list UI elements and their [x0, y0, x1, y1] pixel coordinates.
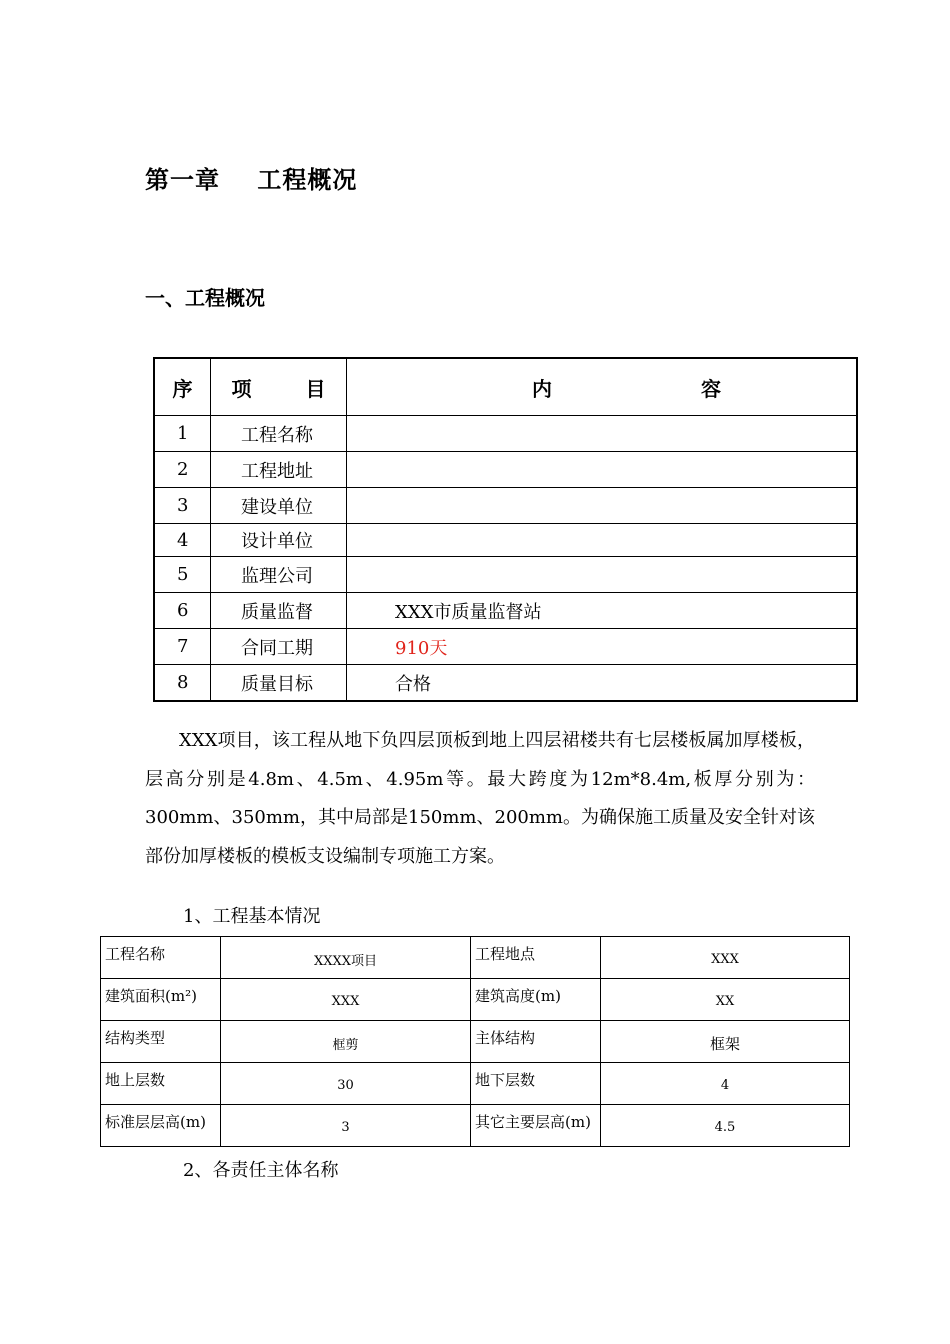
cell-value: XXX	[221, 979, 471, 1021]
cell-value: 4.5	[601, 1105, 850, 1147]
cell-label: 建筑面积(m²)	[101, 979, 221, 1021]
cell-label: 结构类型	[101, 1021, 221, 1063]
header-item-char-1: 项	[231, 376, 252, 401]
project-overview-table	[153, 357, 858, 702]
cell-label: 主体结构	[471, 1021, 601, 1063]
chapter-title: 第一章 工程概况	[145, 166, 358, 194]
basic-info-table	[100, 936, 850, 1147]
table-row	[101, 1063, 850, 1105]
cell-value: XXXX项目	[221, 937, 471, 979]
header-content-char-1: 内	[532, 376, 552, 401]
row-content	[347, 557, 858, 593]
contract-period-value: 910天	[347, 629, 858, 665]
table-row	[154, 452, 857, 488]
table-row	[154, 629, 857, 665]
table-row	[154, 524, 857, 557]
row-seq: 8	[154, 665, 211, 702]
header-content	[347, 358, 858, 416]
table-row	[101, 1021, 850, 1063]
table-header-row	[154, 358, 857, 416]
row-content	[347, 452, 858, 488]
table-row	[101, 1105, 850, 1147]
cell-value: 框架	[601, 1021, 850, 1063]
cell-value: 框剪	[221, 1021, 471, 1063]
cell-value: 30	[221, 1063, 471, 1105]
table-row	[154, 593, 857, 629]
table-row	[101, 979, 850, 1021]
row-item: 质量监督	[211, 593, 347, 629]
header-seq: 序	[154, 358, 211, 416]
row-seq: 4	[154, 524, 211, 557]
cell-label: 标准层层高(m)	[101, 1105, 221, 1147]
header-item-char-2: 目	[305, 376, 326, 401]
row-item: 建设单位	[211, 488, 347, 524]
cell-label: 建筑高度(m)	[471, 979, 601, 1021]
project-description: XXX项目，该工程从地下负四层顶板到地上四层裙楼共有七层楼板属加厚楼板，层高分别是4.8m、4.5m、4.95m等。最大跨度为12m*8.4m,板厚分别为：300mm、350mm，其中局部是150mm、200mm。为确保施工质量及安全针对该部份加厚楼板的模板支设编制专项施工方案。	[145, 730, 815, 867]
row-item: 合同工期	[211, 629, 347, 665]
cell-label: 其它主要层高(m)	[471, 1105, 601, 1147]
table-row	[154, 557, 857, 593]
row-content: XXX市质量监督站	[347, 593, 858, 629]
row-seq: 5	[154, 557, 211, 593]
row-item: 工程名称	[211, 416, 347, 452]
section-title: 一、工程概况	[145, 286, 265, 310]
row-content	[347, 524, 858, 557]
row-content: 合格	[347, 665, 858, 702]
subsection-heading-basic-info: 1、工程基本情况	[183, 906, 321, 927]
cell-value: 4	[601, 1063, 850, 1105]
row-seq: 1	[154, 416, 211, 452]
cell-value: 3	[221, 1105, 471, 1147]
header-content-char-2: 容	[701, 376, 721, 401]
row-content	[347, 416, 858, 452]
table-row	[101, 937, 850, 979]
row-content	[347, 488, 858, 524]
cell-label: 地下层数	[471, 1063, 601, 1105]
row-seq: 6	[154, 593, 211, 629]
cell-label: 工程名称	[101, 937, 221, 979]
table-row	[154, 416, 857, 452]
row-item: 工程地址	[211, 452, 347, 488]
subsection-heading-responsible-parties: 2、各责任主体名称	[183, 1160, 339, 1181]
row-item: 设计单位	[211, 524, 347, 557]
table-row	[154, 665, 857, 702]
header-item	[211, 358, 347, 416]
table-row	[154, 488, 857, 524]
row-item: 监理公司	[211, 557, 347, 593]
row-seq: 7	[154, 629, 211, 665]
row-seq: 3	[154, 488, 211, 524]
row-seq: 2	[154, 452, 211, 488]
cell-value: XX	[601, 979, 850, 1021]
cell-value: XXX	[601, 937, 850, 979]
row-item: 质量目标	[211, 665, 347, 702]
cell-label: 工程地点	[471, 937, 601, 979]
cell-label: 地上层数	[101, 1063, 221, 1105]
